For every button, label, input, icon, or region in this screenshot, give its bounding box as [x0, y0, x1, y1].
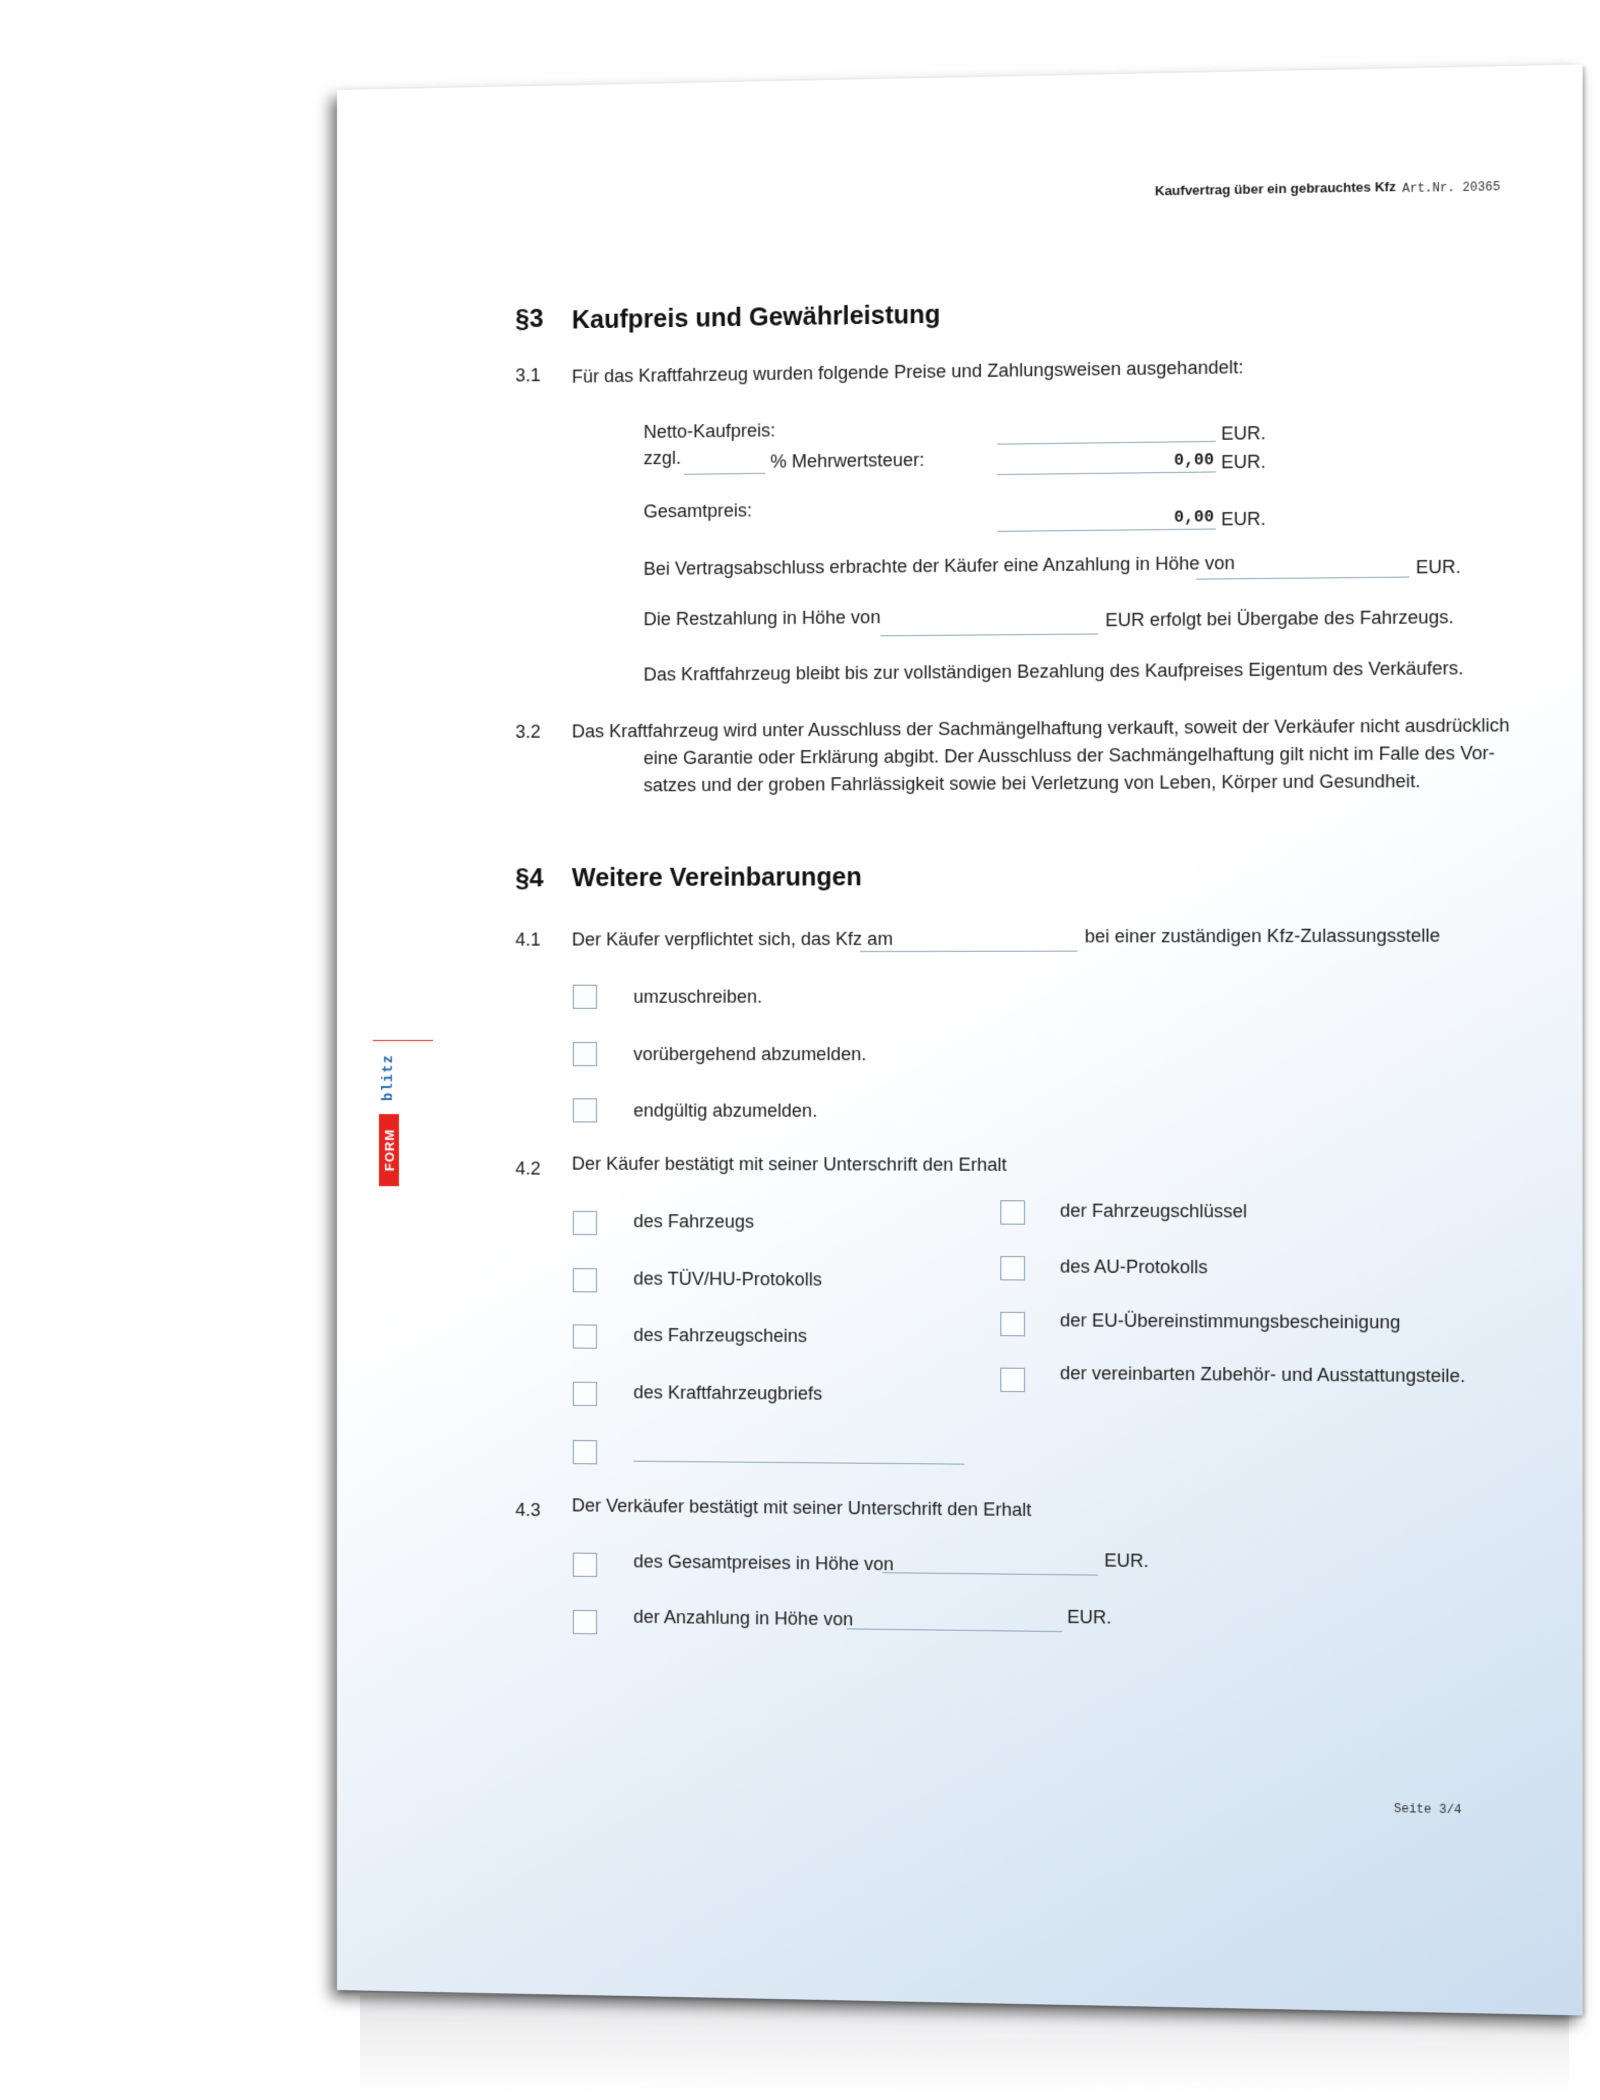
- document-page: [337, 65, 1583, 2016]
- section-4-title: Weitere Vereinbarungen: [571, 863, 862, 893]
- clause-4-1-number: 4.1: [515, 929, 541, 950]
- checkbox-voruebergehend-abmelden[interactable]: [573, 1042, 597, 1066]
- gesamt-label: Gesamtpreis:: [643, 500, 753, 522]
- checkbox-endgueltig-abmelden[interactable]: [573, 1098, 597, 1122]
- checkbox-fahrzeugschein[interactable]: [573, 1324, 597, 1348]
- logo-form: FORM: [379, 1114, 399, 1186]
- clause-3-2-line-3: satzes und der groben Fahrlässigkeit sowie bei Verletzung von Leben, Körper und Gesundheit.: [643, 770, 1421, 796]
- option-umschreiben: umzuschreiben.: [633, 986, 763, 1007]
- anzahlung-text: Bei Vertragsabschluss erbrachte der Käufer eine Anzahlung in Höhe von: [643, 552, 1236, 579]
- date-field[interactable]: [860, 951, 1077, 952]
- anzahlung-field[interactable]: [1196, 577, 1409, 580]
- eur-label-1: EUR.: [1221, 422, 1266, 444]
- option-tuev-protokoll: des TÜV/HU-Protokolls: [633, 1268, 822, 1290]
- zzgl-label: zzgl.: [643, 447, 682, 469]
- mwst-label: % Mehrwertsteuer:: [770, 449, 925, 472]
- clause-3-2-line-2: eine Garantie oder Erklärung abgibt. Der Ausschluss der Sachmängelhaftung gilt nicht im Falle des Vor-: [643, 742, 1495, 769]
- netto-field[interactable]: [997, 441, 1216, 445]
- clause-3-2-line-1: Das Kraftfahrzeug wird unter Ausschluss der Sachmängelhaftung verkauft, soweit der Verkäufer nicht ausdrücklich: [571, 715, 1510, 742]
- checkbox-umschreiben[interactable]: [573, 985, 597, 1009]
- eur-label-4: EUR.: [1415, 556, 1461, 578]
- page-number: Seite 3/4: [1393, 1801, 1462, 1818]
- eur-label-3: EUR.: [1221, 508, 1266, 530]
- section-4-number: §4: [515, 864, 544, 893]
- clause-4-3-text: Der Verkäufer bestätigt mit seiner Unterschrift den Erhalt: [571, 1495, 1032, 1521]
- clause-4-3-number: 4.3: [515, 1499, 541, 1521]
- checkbox-fahrzeugschluessel[interactable]: [1000, 1200, 1025, 1224]
- clause-4-2-number: 4.2: [515, 1158, 541, 1179]
- option-fahrzeugschluessel: der Fahrzeugschlüssel: [1059, 1200, 1248, 1222]
- option-zubehoer: der vereinbarten Zubehör- und Ausstattungsteile.: [1059, 1362, 1466, 1387]
- checkbox-au-protokoll[interactable]: [1000, 1256, 1025, 1280]
- eur-label-6: EUR.: [1067, 1606, 1112, 1628]
- checkbox-zubehoer[interactable]: [1000, 1368, 1025, 1393]
- checkbox-fahrzeug[interactable]: [573, 1211, 597, 1235]
- gesamt-value: 0,00: [1174, 508, 1214, 527]
- anzahlung-received-field[interactable]: [847, 1628, 1062, 1632]
- checkbox-gesamtpreis[interactable]: [573, 1553, 597, 1577]
- other-field[interactable]: [633, 1461, 964, 1465]
- formblitz-logo: [379, 1040, 399, 1186]
- checkbox-eu-bescheinigung[interactable]: [1000, 1312, 1025, 1336]
- netto-label: Netto-Kaufpreis:: [643, 420, 776, 443]
- option-fahrzeugschein: des Fahrzeugscheins: [633, 1324, 808, 1347]
- section-3-number: §3: [515, 304, 544, 334]
- option-voruebergehend-abmelden: vorübergehend abzumelden.: [633, 1044, 867, 1065]
- clause-3-1-text: Für das Kraftfahrzeug wurden folgende Preise und Zahlungsweisen ausgehandelt:: [571, 356, 1244, 387]
- document-title: Kaufvertrag über ein gebrauchtes Kfz: [1154, 178, 1396, 199]
- option-kraftfahrzeugbrief: des Kraftfahrzeugbriefs: [633, 1382, 823, 1404]
- option-eu-bescheinigung: der EU-Übereinstimmungsbescheinigung: [1059, 1310, 1401, 1333]
- rest-text: Die Restzahlung in Höhe von: [643, 606, 881, 630]
- gesamt-field[interactable]: [997, 529, 1216, 532]
- eur-label-2: EUR.: [1221, 451, 1266, 473]
- option-anzahlung: der Anzahlung in Höhe von: [633, 1606, 854, 1630]
- clause-3-1-number: 3.1: [515, 365, 541, 386]
- clause-3-2-number: 3.2: [515, 721, 541, 742]
- mwst-percent-field[interactable]: [684, 473, 765, 475]
- checkbox-kraftfahrzeugbrief[interactable]: [573, 1382, 597, 1406]
- gesamtpreis-received-field[interactable]: [882, 1572, 1098, 1575]
- logo-blitz: blitz: [380, 1053, 397, 1101]
- article-number: Art.Nr. 20365: [1402, 180, 1501, 197]
- rest-tail: EUR erfolgt bei Übergabe des Fahrzeugs.: [1105, 606, 1454, 631]
- option-gesamtpreis: des Gesamtpreises in Höhe von: [633, 1551, 894, 1575]
- clause-4-1-tail: bei einer zuständigen Kfz-Zulassungsstelle: [1084, 925, 1441, 947]
- eigentum-text: Das Kraftfahrzeug bleibt bis zur vollständigen Bezahlung des Kaufpreises Eigentum des Verkäufers.: [643, 657, 1464, 685]
- clause-4-2-text: Der Käufer bestätigt mit seiner Unterschrift den Erhalt: [571, 1153, 1007, 1175]
- eur-label-5: EUR.: [1104, 1550, 1149, 1572]
- mwst-amount-field[interactable]: [997, 471, 1216, 475]
- option-fahrzeug: des Fahrzeugs: [633, 1211, 755, 1232]
- checkbox-other[interactable]: [573, 1440, 597, 1464]
- mwst-value: 0,00: [1174, 451, 1214, 470]
- clause-4-1-text: Der Käufer verpflichtet sich, das Kfz am: [571, 928, 893, 950]
- checkbox-tuev-protokoll[interactable]: [573, 1268, 597, 1292]
- option-endgueltig-abmelden: endgültig abzumelden.: [633, 1100, 818, 1121]
- rest-field[interactable]: [880, 633, 1098, 636]
- option-au-protokoll: des AU-Protokolls: [1059, 1256, 1208, 1278]
- checkbox-anzahlung[interactable]: [573, 1610, 597, 1634]
- section-3-title: Kaufpreis und Gewährleistung: [571, 300, 941, 335]
